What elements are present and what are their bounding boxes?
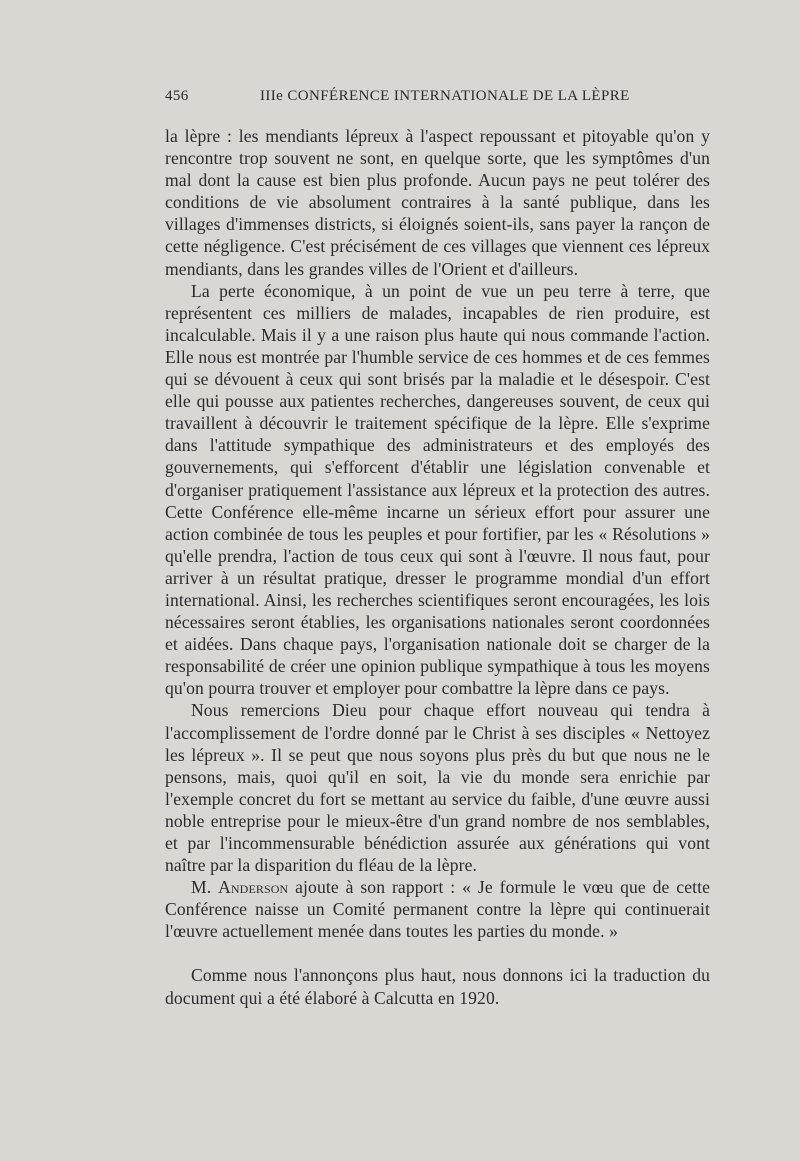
paragraph-economic-loss: La perte économique, à un point de vue un peu terre à terre, que représentent ces milliers de malades, incapables de rien produire, est incalculable. Mais il y a une raison plus haute qui nous commande l'action. Elle nous est montrée par l'humble service de ces hommes et de ces femmes qui se dévouent à ceux qui sont brisés par la maladie et le désespoir. C'est elle qui pousse aux patientes recherches, dangereuses souvent, de ceux qui travaillent à découvrir le traitement spécifique de la lèpre. Elle s'exprime dans l'attitude sympathique des administrateurs et des employés des gouvernements, qui s'efforcent d'établir une législation convenable et d'organiser pratiquement l'assistance aux lépreux et la protection des autres. Cette Conférence elle-même incarne un sérieux effort pour assurer une action combinée de tous les peuples et pour fortifier, par les « Résolutions » qu'elle prendra, l'action de tous ceux qui sont à l'œuvre. Il nous faut, pour arriver à un résultat pratique, dresser le programme mondial d'un effort international. Ainsi, les recherches scientifiques seront encouragées, les lois nécessaires seront établies, les organisations nationales seront coordonnées et aidées. Dans chaque pays, l'organisation nationale doit se charger de la responsabilité de créer une opinion publique sympathique à tous les moyens qu'on pourra trouver et employer pour combattre la lèpre dans ce pays. [165, 280, 710, 699]
running-head [165, 88, 710, 110]
paragraph-translation-note: Comme nous l'annonçons plus haut, nous donnons ici la traduction du document qui a été élaboré à Calcutta en 1920. [165, 965, 710, 1008]
anderson-text: ajoute à son rapport : « Je formule le vœu que de cette Conférence naisse un Comité permanent contre la lèpre qui continuerait l'œuvre actuellement menée dans toutes les parties du monde. » [165, 877, 710, 942]
paragraph-continuation: la lèpre : les mendiants lépreux à l'aspect repoussant et pitoyable qu'on y rencontre trop souvent ne sont, en quelque sorte, que les symptômes d'un mal dont la cause est bien plus profonde. Aucun pays ne peut tolérer des conditions de vie absolument contraires à la santé publique, dans les villages d'immenses districts, si éloignés soient-ils, sans payer la rançon de cette négligence. C'est précisément de ces villages que viennent ces lépreux mendiants, dans les grandes villes de l'Orient et d'ailleurs. [165, 126, 710, 279]
journal-title: IIIe CONFÉRENCE INTERNATIONALE DE LA LÈPRE [260, 88, 630, 104]
anderson-prefix: M. [191, 877, 219, 898]
paragraph-anderson [165, 876, 710, 942]
anderson-name: Anderson [218, 877, 289, 898]
body-text [165, 125, 710, 1009]
page-number: 456 [165, 88, 189, 104]
paragraph-thanks: Nous remercions Dieu pour chaque effort nouveau qui tendra à l'accomplissement de l'ordre donné par le Christ à ses disciples « Nettoyez les lépreux ». Il se peut que nous soyons plus près du but que nous ne le pensons, mais, quoi qu'il en soit, la vie du monde sera enrichie par l'exemple concret du fort se mettant au service du faible, d'une œuvre aussi noble entreprise pour le mieux-être d'un grand nombre de nos semblables, et par l'incommensurable bénédiction assurée aux générations qui vont naître par la disparition du fléau de la lèpre. [165, 700, 710, 876]
